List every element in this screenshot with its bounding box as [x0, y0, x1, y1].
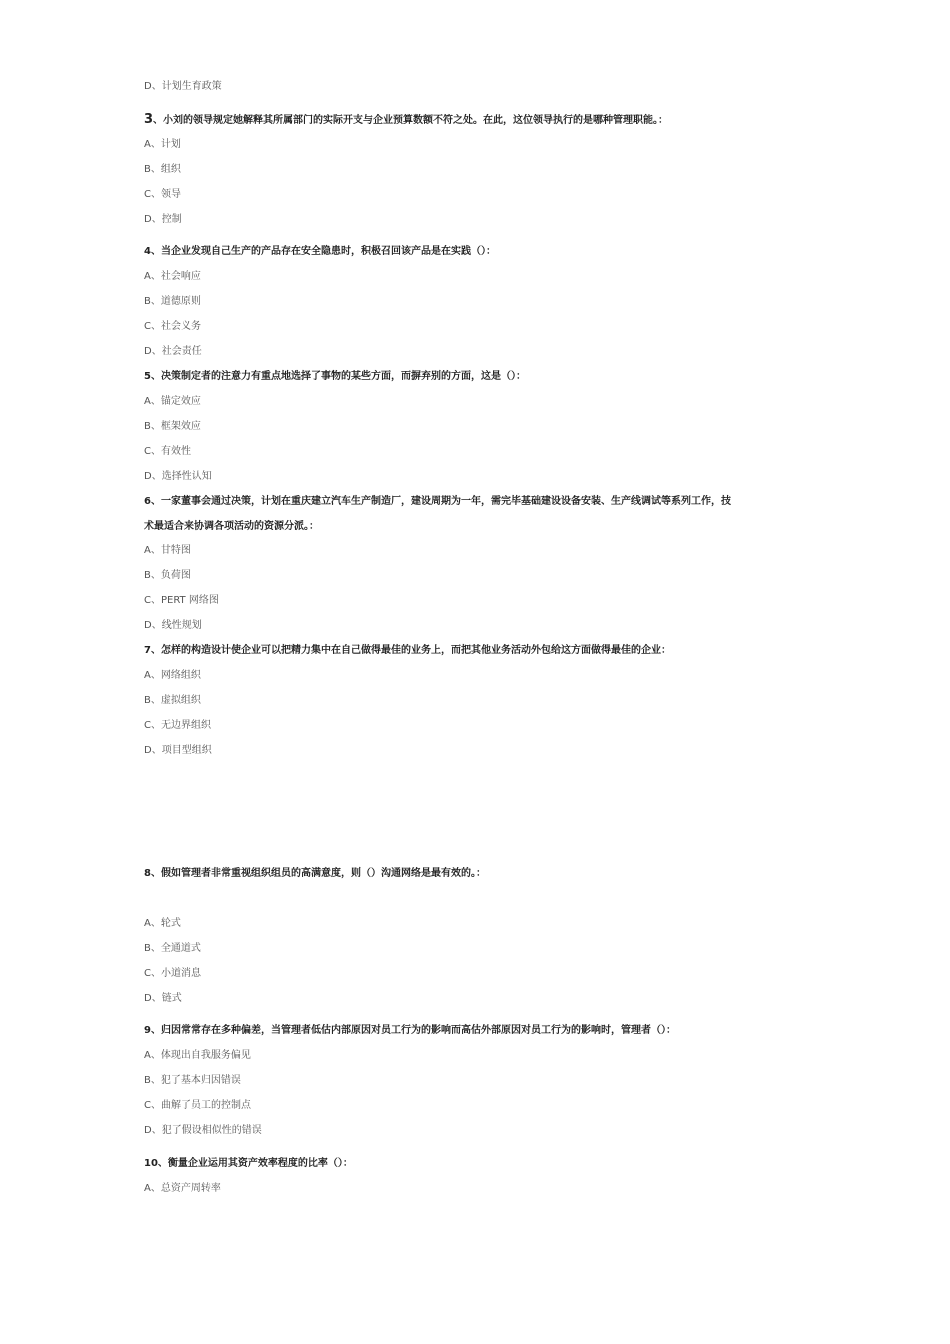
- q8-option-b: B、全通道式: [144, 943, 201, 954]
- question-4: 4、当企业发现自己生产的产品存在安全隐患时，积极召回该产品是在实践（）：: [144, 246, 496, 257]
- q4-option-a: A、社会响应: [144, 271, 201, 282]
- q7-option-b: B、虚拟组织: [144, 695, 201, 706]
- q5-option-c: C、有效性: [144, 446, 191, 457]
- q4-option-b: B、道德原则: [144, 296, 201, 307]
- q3-option-d: D、控制: [144, 214, 182, 225]
- q6-option-b: B、负荷图: [144, 570, 191, 581]
- question-3-number: 3: [144, 112, 154, 127]
- q8-option-a: A、轮式: [144, 918, 181, 929]
- q7-option-c: C、无边界组织: [144, 720, 211, 731]
- option-d-prev: D、计划生育政策: [144, 81, 222, 92]
- q5-option-d: D、选择性认知: [144, 471, 212, 482]
- q7-option-d: D、项目型组织: [144, 745, 212, 756]
- q6-option-a: A、甘特图: [144, 545, 191, 556]
- q4-option-d: D、社会责任: [144, 346, 202, 357]
- q8-option-c: C、小道消息: [144, 968, 201, 979]
- q7-option-a: A、网络组织: [144, 670, 201, 681]
- q5-option-b: B、框架效应: [144, 421, 201, 432]
- q4-option-c: C、社会义务: [144, 321, 201, 332]
- question-7: 7、怎样的构造设计使企业可以把精力集中在自己做得最佳的业务上，而把其他业务活动外包给这方面做得最佳的企业：: [144, 645, 671, 656]
- question-10: 10、衡量企业运用其资产效率程度的比率（）：: [144, 1158, 353, 1169]
- q6-option-d: D、线性规划: [144, 620, 202, 631]
- q9-option-d: D、犯了假设相似性的错误: [144, 1125, 262, 1136]
- q9-option-b: B、犯了基本归因错误: [144, 1075, 241, 1086]
- question-3-text: 、小刘的领导规定她解释其所属部门的实际开支与企业预算数额不符之处。在此，这位领导执行的是哪种管理职能。：: [153, 115, 669, 126]
- question-3: [144, 113, 668, 128]
- q3-option-b: B、组织: [144, 164, 181, 175]
- q3-option-a: A、计划: [144, 139, 181, 150]
- question-6-line2: 术最适合来协调各项活动的资源分派。：: [144, 521, 319, 532]
- q9-option-c: C、曲解了员工的控制点: [144, 1100, 251, 1111]
- q8-option-d: D、链式: [144, 993, 182, 1004]
- q10-option-a: A、总资产周转率: [144, 1183, 221, 1194]
- question-6-line1: 6、一家董事会通过决策，计划在重庆建立汽车生产制造厂，建设周期为一年，需完毕基础建设设备安装、生产线调试等系列工作，技: [144, 496, 731, 507]
- q5-option-a: A、锚定效应: [144, 396, 201, 407]
- question-5: 5、决策制定者的注意力有重点地选择了事物的某些方面，而摒弃别的方面，这是（）：: [144, 371, 526, 382]
- q6-option-c: C、PERT 网络图: [144, 595, 219, 606]
- q9-option-a: A、体现出自我服务偏见: [144, 1050, 251, 1061]
- question-9: 9、归因常常存在多种偏差，当管理者低估内部原因对员工行为的影响而高估外部原因对员工行为的影响时，管理者（）：: [144, 1025, 676, 1036]
- q3-option-c: C、领导: [144, 189, 181, 200]
- question-8: 8、假如管理者非常重视组织组员的高满意度，则（）沟通网络是最有效的。：: [144, 868, 486, 879]
